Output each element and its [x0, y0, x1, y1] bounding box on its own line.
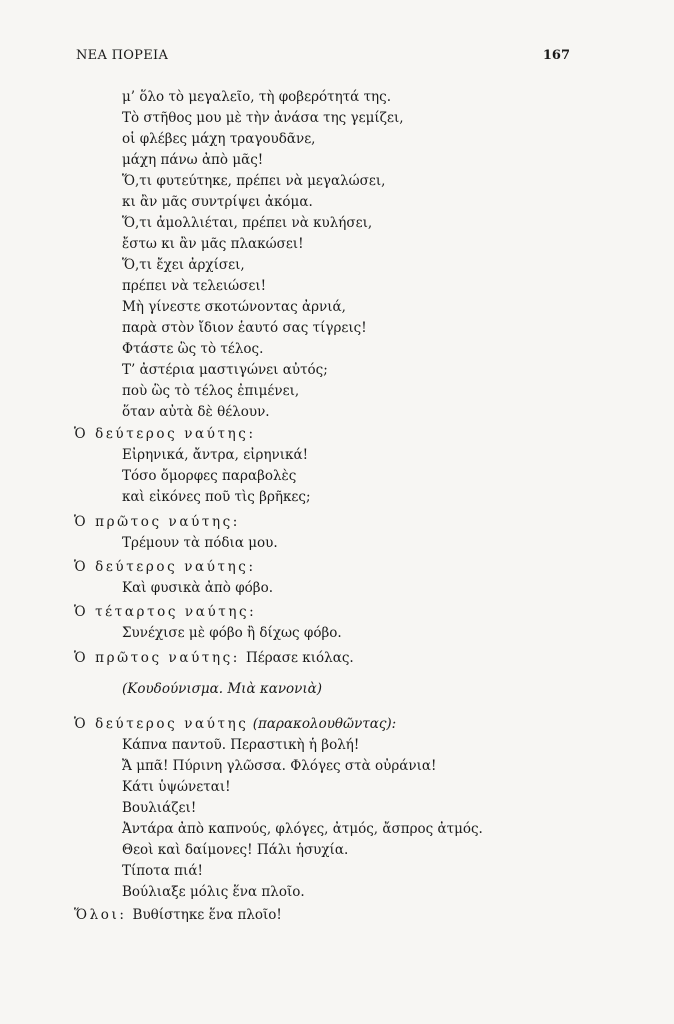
verse-line: Τίποτα πιά!: [122, 863, 203, 879]
verse-line: ὅταν αὐτὰ δὲ θέλουν.: [122, 404, 270, 420]
page-number: 167: [542, 48, 570, 63]
verse-line: παρὰ στὸν ἴδιον ἑαυτό σας τίγρεις!: [122, 320, 367, 336]
speaker-line-all: [74, 906, 282, 924]
speaker-label-first-sailor: Ὁ πρῶτος ναύτης:: [74, 514, 240, 530]
page-header: [76, 48, 570, 68]
speaker-label-second-sailor: Ὁ δεύτερος ναύτης:: [74, 559, 256, 575]
verse-line: Κάπνα παντοῦ. Περαστικὴ ἡ βολή!: [122, 737, 360, 753]
verse-line: Ὅ,τι ἀμολλιέται, πρέπει νὰ κυλήσει,: [122, 215, 373, 231]
speaker-line-first-sailor: [74, 649, 354, 667]
verse-line: Μὴ γίνεστε σκοτώνοντας ἀρνιά,: [122, 299, 346, 315]
verse-line: πρέπει νὰ τελειώσει!: [122, 278, 267, 294]
speaker-line-second-sailor: [74, 715, 396, 733]
verse-line: καὶ εἰκόνες ποῦ τὶς βρῆκες;: [122, 489, 311, 505]
speaker-label-all: Ὅλοι:: [74, 907, 127, 923]
stage-direction: (Κουδούνισμα. Μιὰ κανονιὰ): [122, 681, 323, 697]
speaker-label-second-sailor: Ὁ δεύτερος ναύτης: [74, 716, 249, 732]
verse-line: Κάτι ὑψώνεται!: [122, 779, 231, 795]
speaker-label-first-sailor: Ὁ πρῶτος ναύτης:: [74, 650, 240, 666]
verse-line: ποὺ ὣς τὸ τέλος ἐπιμένει,: [122, 383, 300, 399]
verse-line: Ὅ,τι ἔχει ἀρχίσει,: [122, 257, 245, 273]
verse-line: Ἀντάρα ἀπὸ καπνούς, φλόγες, ἀτμός, ἄσπρος ἀτμός.: [122, 821, 483, 837]
stage-direction: (παρακολουθῶντας):: [252, 716, 397, 732]
verse-line: Πέρασε κιόλας.: [245, 650, 354, 666]
speaker-label-second-sailor: Ὁ δεύτερος ναύτης:: [74, 426, 256, 442]
running-title: ΝΕΑ ΠΟΡΕΙΑ: [76, 48, 169, 63]
verse-line: Φτάστε ὣς τὸ τέλος.: [122, 341, 264, 357]
verse-line: Καὶ φυσικὰ ἀπὸ φόβο.: [122, 580, 274, 596]
verse-line: Εἰρηνικά, ἄντρα, εἰρηνικά!: [122, 447, 309, 463]
verse-line: Συνέχισε μὲ φόβο ἢ δίχως φόβο.: [122, 625, 342, 641]
verse-line: Βουλιάζει!: [122, 800, 197, 816]
verse-line: Τ’ ἀστέρια μαστιγώνει αὐτός;: [122, 362, 328, 378]
verse-line: Βούλιαξε μόλις ἕνα πλοῖο.: [122, 884, 305, 900]
verse-line: μ’ ὅλο τὸ μεγαλεῖο, τὴ φοβερότητά της.: [122, 89, 391, 105]
verse-line: οἱ φλέβες μάχη τραγουδᾶνε,: [122, 131, 316, 147]
verse-line: Ὅ,τι φυτεύτηκε, πρέπει νὰ μεγαλώσει,: [122, 173, 386, 189]
verse-line: Τὸ στῆθος μου μὲ τὴν ἀνάσα της γεμίζει,: [122, 110, 404, 126]
verse-line: Τρέμουν τὰ πόδια μου.: [122, 535, 278, 551]
verse-line: Ἄ μπᾶ! Πύρινη γλῶσσα. Φλόγες στὰ οὐράνια!: [122, 758, 437, 774]
verse-line: Βυθίστηκε ἕνα πλοῖο!: [132, 907, 282, 923]
verse-line: μάχη πάνω ἀπὸ μᾶς!: [122, 152, 264, 168]
verse-line: κι ἂν μᾶς συντρίψει ἀκόμα.: [122, 194, 313, 210]
verse-line: Θεοὶ καὶ δαίμονες! Πάλι ἡσυχία.: [122, 842, 349, 858]
speaker-label-fourth-sailor: Ὁ τέταρτος ναύτης:: [74, 604, 257, 620]
verse-line: ἔστω κι ἂν μᾶς πλακώσει!: [122, 236, 304, 252]
verse-line: Τόσο ὄμορφες παραβολὲς: [122, 468, 297, 484]
